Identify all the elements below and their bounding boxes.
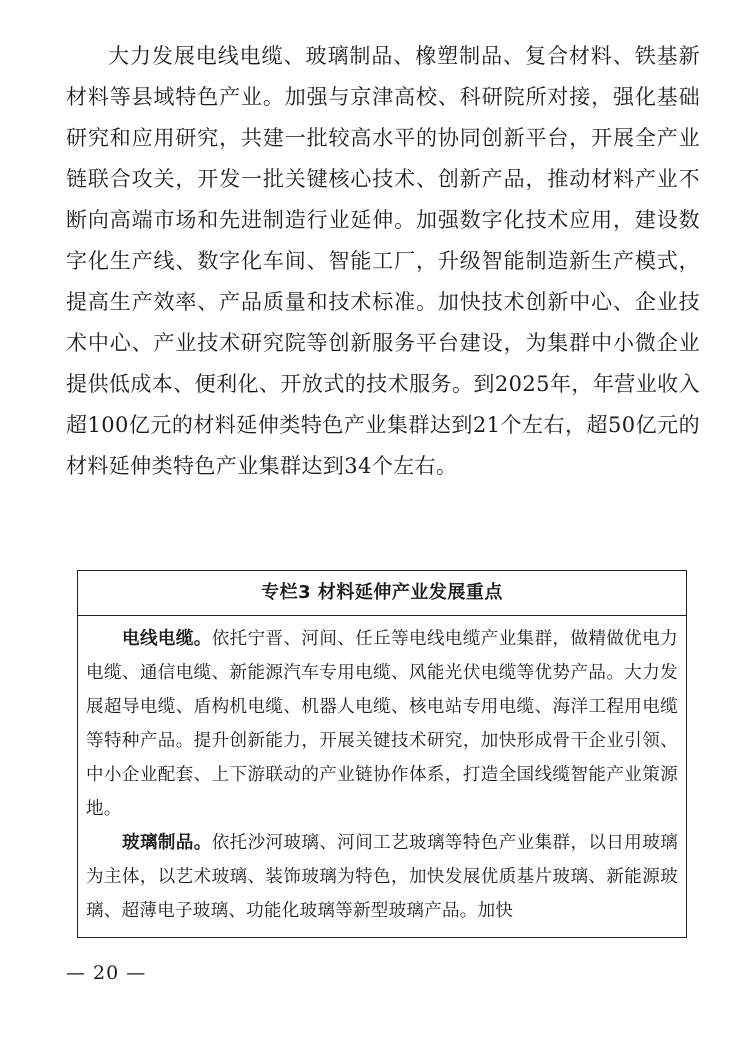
column-item-lead: 玻璃制品。 [122, 833, 212, 853]
column-box-title: 专栏3 材料延伸产业发展重点 [78, 571, 686, 616]
column-item-glass-products [86, 826, 678, 928]
body-paragraph: 大力发展电线电缆、玻璃制品、橡塑制品、复合材料、铁基新材料等县域特色产业。加强与京津高校、科研院所对接，强化基础研究和应用研究，共建一批较高水平的协同创新平台，开展全产业链联合攻关，开发一批关键核心技术、创新产品，推动材料产业不断向高端市场和先进制造行业延伸。加强数字化技术应用，建设数字化生产线、数字化车间、智能工厂，升级智能制造新生产模式，提高生产效率、产品质量和技术标准。加快技术创新中心、企业技术中心、产业技术研究院等创新服务平台建设，为集群中小微企业提供低成本、便利化、开放式的技术服务。到2025年，年营业收入超100亿元的材料延伸类特色产业集群达到21个左右，超50亿元的材料延伸类特色产业集群达到34个左右。 [66, 44, 700, 478]
column-box [77, 570, 687, 938]
column-item-lead: 电线电缆。 [122, 629, 212, 649]
column-item-text: 依托沙河玻璃、河间工艺玻璃等特色产业集群，以日用玻璃为主体，以艺术玻璃、装饰玻璃为特色，加快发展优质基片玻璃、新能源玻璃、超薄电子玻璃、功能化玻璃等新型玻璃产品。加快 [86, 833, 678, 921]
column-item-text: 依托宁晋、河间、任丘等电线电缆产业集群，做精做优电力电缆、通信电缆、新能源汽车专用电缆、风能光伏电缆等优势产品。大力发展超导电缆、盾构机电缆、机器人电缆、核电站专用电缆、海洋工程用电缆等特种产品。提升创新能力，开展关键技术研究，加快形成骨干企业引领、中小企业配套、上下游联动的产业链协作体系，打造全国线缆智能产业策源地。 [86, 629, 678, 819]
column-box-body [78, 616, 686, 928]
page-number: — 20 — [66, 962, 147, 984]
column-item-wire-cable [86, 622, 678, 826]
